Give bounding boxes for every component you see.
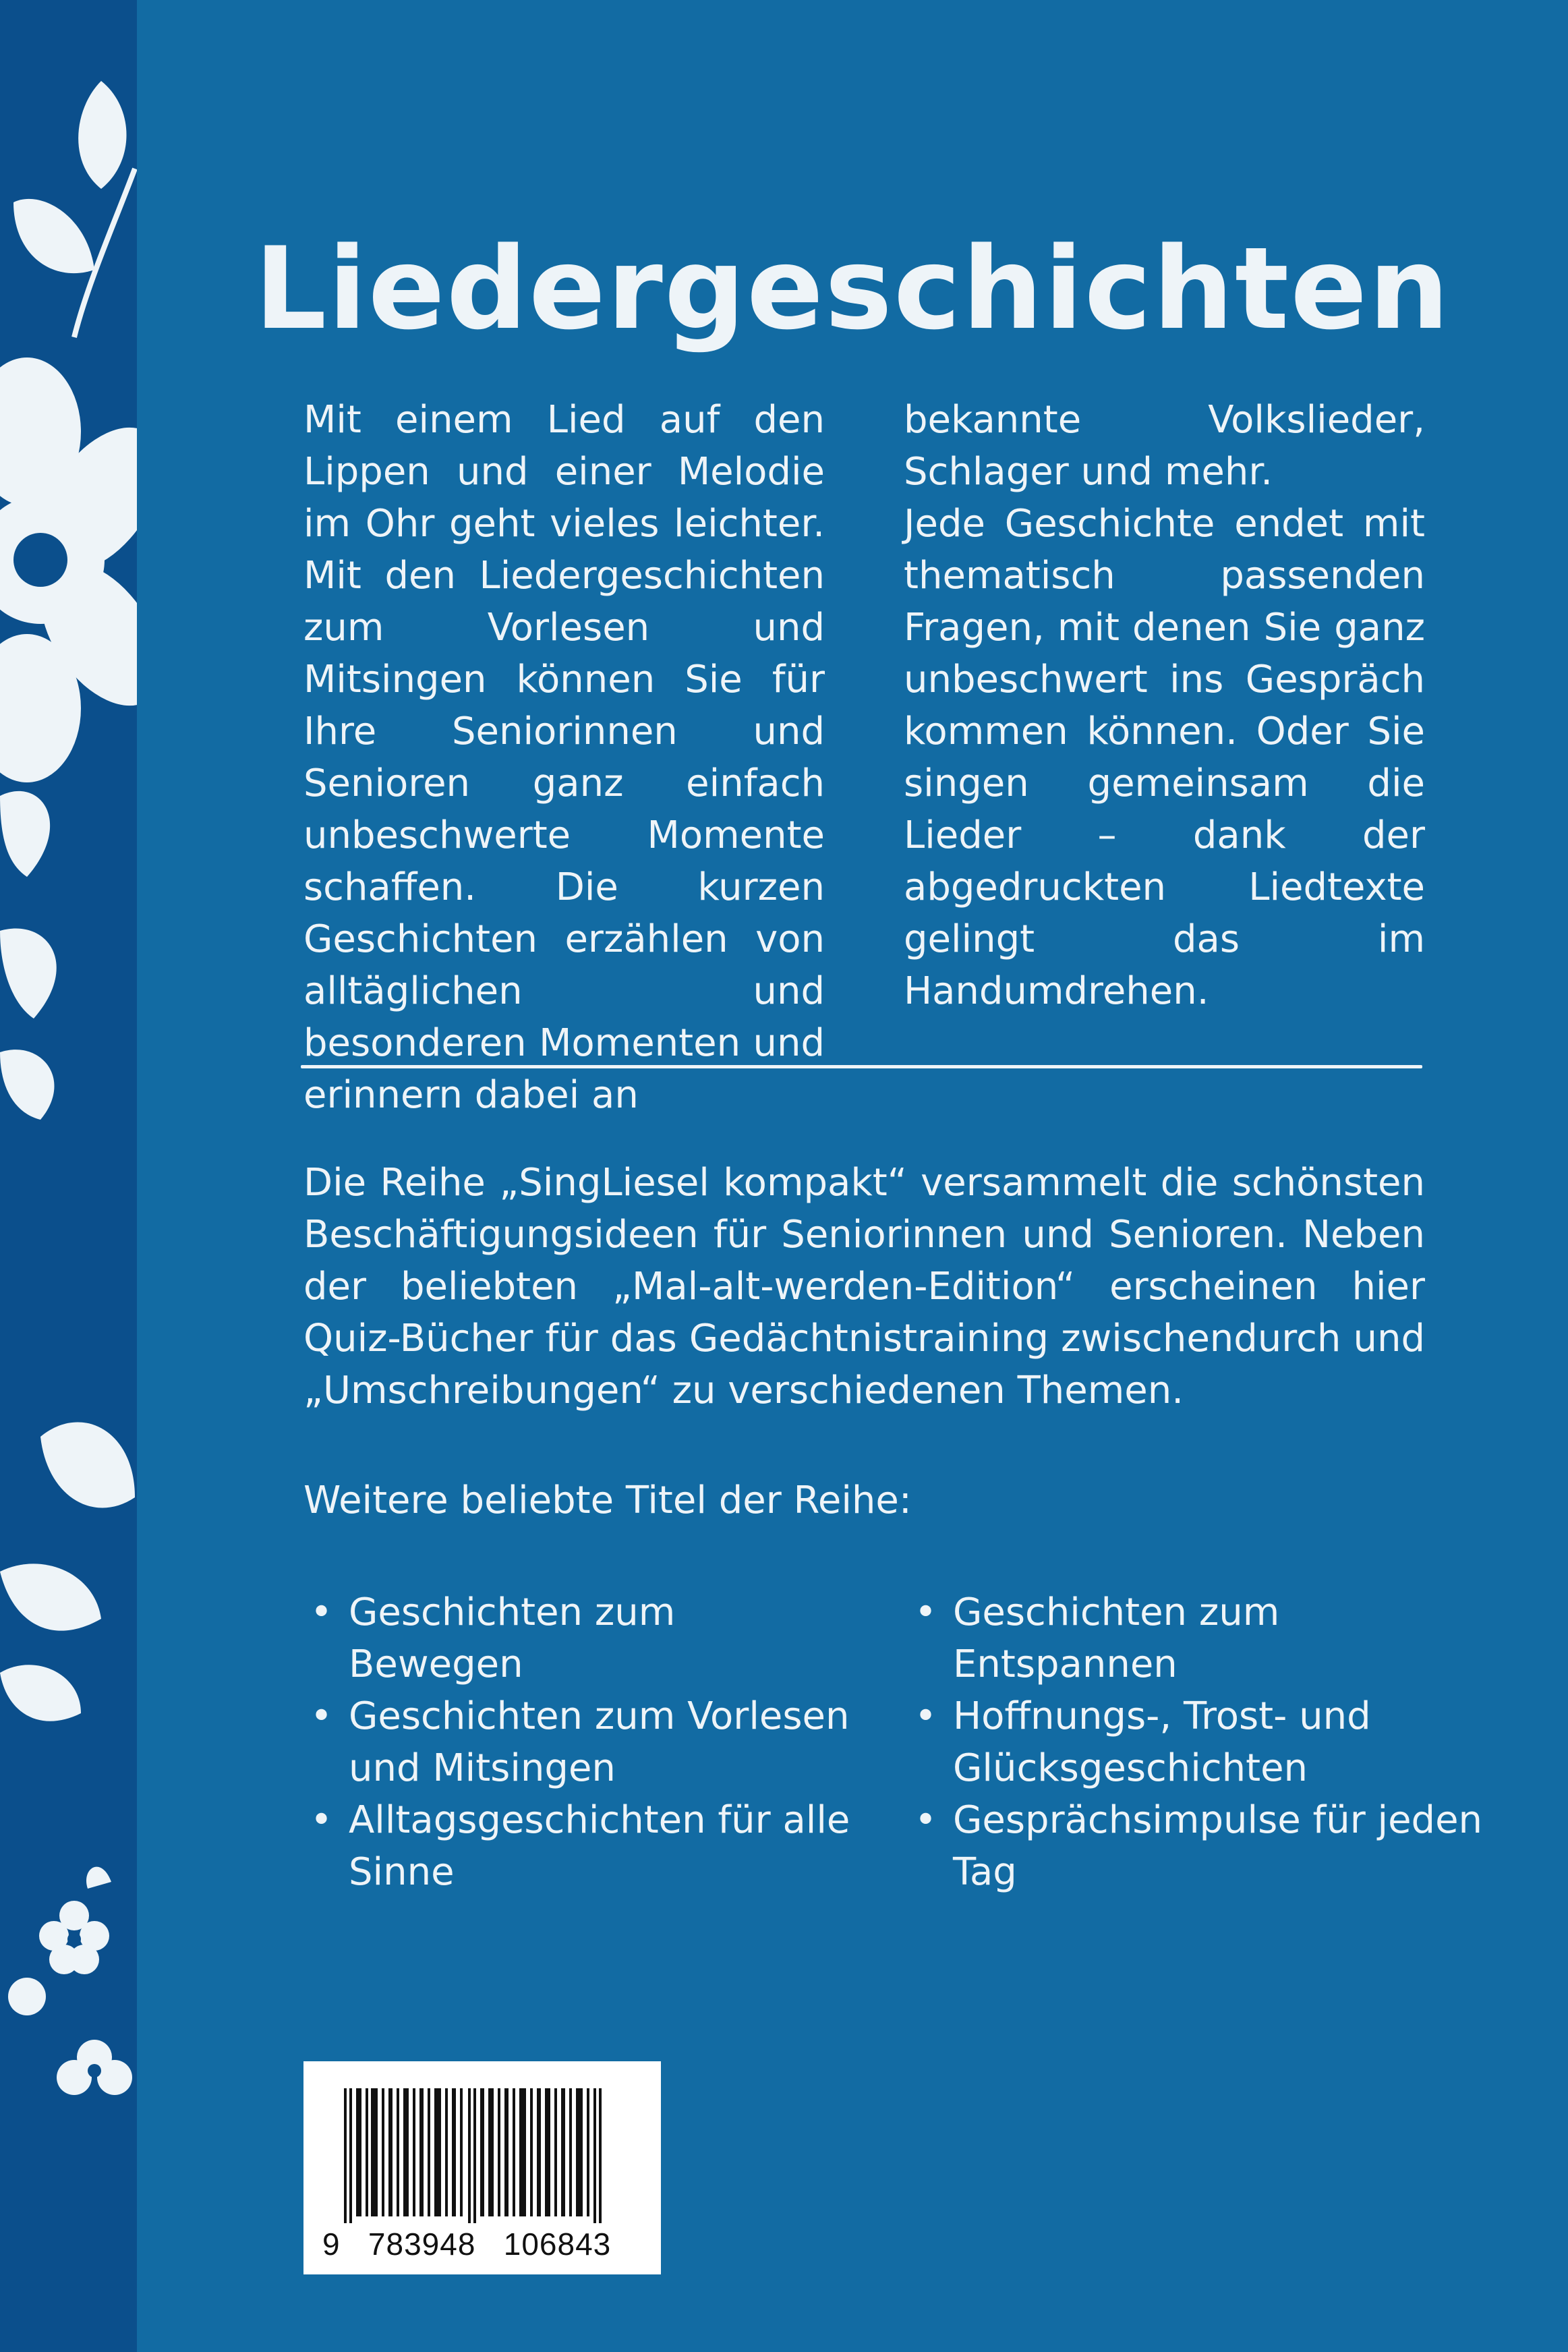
- list-item: • Geschichten zum Vorlesen und Mitsingen: [303, 1690, 856, 1794]
- intro-paragraph-right-1: bekannte Volkslieder, Schlager und mehr.: [904, 398, 1425, 494]
- book-title: Liedergeschichten: [254, 222, 1451, 355]
- intro-column-right: [904, 394, 1425, 1017]
- floral-side-strip: [0, 0, 137, 2352]
- list-item: • Gesprächsimpulse für jeden Tag: [908, 1794, 1515, 1898]
- floral-pattern-icon: [0, 0, 137, 2352]
- bullet-icon: •: [914, 1694, 937, 1738]
- list-item: • Geschichten zum Entspannen: [908, 1586, 1515, 1690]
- bullet-icon: •: [914, 1590, 937, 1634]
- isbn-number: 9 783948 106843: [322, 2227, 612, 2262]
- intro-paragraph-right-2: Jede Geschichte endet mit thematisch passenden Fragen, mit denen Sie ganz unbeschwert ins Gespräch kommen können. Oder Sie singen gemeinsam die Lieder – dank der abgedruckten Liedtexte gelingt das im Handumdrehen.: [904, 502, 1425, 1013]
- list-item: • Alltagsgeschichten für alle Sinne: [303, 1794, 856, 1898]
- section-divider: [301, 1065, 1422, 1068]
- titles-list-left: [303, 1586, 856, 1898]
- bullet-icon: •: [310, 1798, 333, 1842]
- isbn-barcode: [303, 2061, 661, 2274]
- intro-paragraph-left: Mit einem Lied auf den Lippen und einer Melodie im Ohr geht vieles leichter. Mit den Liedergeschichten zum Vorlesen und Mitsingen können Sie für Ihre Seniorinnen und Senioren ganz einfach unbeschwerte Momente schaffen. Die kurzen Geschichten erzählen von alltäglichen und besonderen Momenten und erinnern dabei an: [303, 398, 825, 1117]
- bullet-icon: •: [914, 1798, 937, 1842]
- list-item: • Geschichten zum Bewegen: [303, 1586, 856, 1690]
- intro-column-left: [303, 394, 825, 1121]
- series-description: Die Reihe „SingLiesel kompakt“ versammelt die schönsten Beschäftigungsideen für Seniorinnen und Senioren. Neben der beliebten „Mal-alt-werden-Edition“ erscheinen hier Quiz-Bücher für das Gedächtnistraining zwischendurch und „Umschreibungen“ zu verschiedenen Themen.: [303, 1161, 1425, 1412]
- more-titles-heading: Weitere beliebte Titel der Reihe:: [303, 1479, 912, 1522]
- titles-list-right: [908, 1586, 1515, 1898]
- list-item: • Hoffnungs-, Trost- und Glücksgeschichten: [908, 1690, 1515, 1794]
- bullet-icon: •: [310, 1694, 333, 1738]
- bullet-icon: •: [310, 1590, 333, 1634]
